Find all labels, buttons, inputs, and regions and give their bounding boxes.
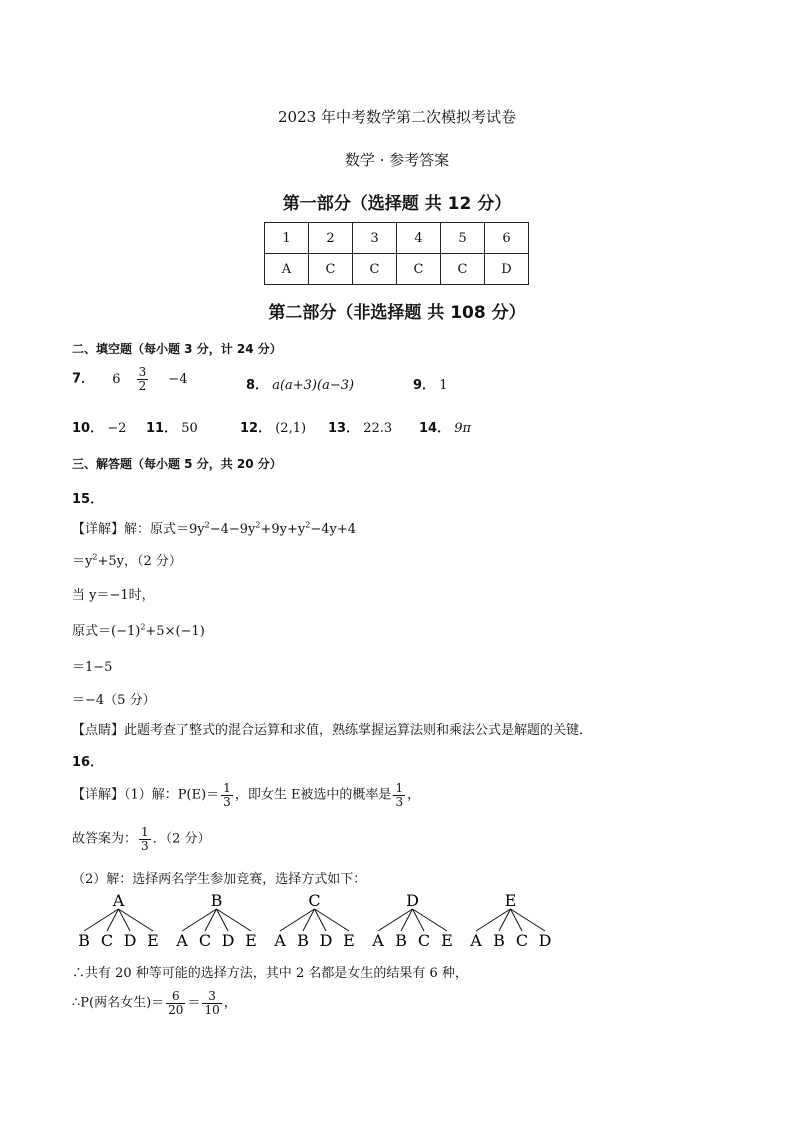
tree-leaf: A: [372, 931, 384, 950]
q8-answer: a(a+3)(a−3): [272, 378, 355, 393]
fraction-numerator: 3: [202, 990, 221, 1004]
tree-branch: [476, 909, 511, 931]
q11-number: 11．: [146, 421, 178, 436]
q16-line-4: ∴共有 20 种等可能的选择方法，其中 2 名都是女生的结果有 6 种，: [72, 966, 468, 981]
tree-leaf: D: [538, 931, 552, 950]
question-number-cell: 2: [309, 223, 353, 254]
tree-leaf: A: [274, 931, 286, 950]
tree-leaf: D: [123, 931, 137, 950]
expr-part: 解：原式＝9y: [124, 522, 205, 537]
tree-leaf: D: [319, 931, 333, 950]
tree-leaf: C: [417, 931, 431, 950]
tree-root: D: [406, 892, 419, 910]
table-row: [265, 223, 529, 254]
expr-part: ＝y: [72, 554, 93, 569]
q10-number: 10．: [72, 421, 104, 436]
q16-line-2: [72, 826, 211, 852]
tree-leaf: B: [297, 931, 309, 950]
question-number-cell: 4: [397, 223, 441, 254]
tree-leaf: A: [470, 931, 482, 950]
expr-part: 原式＝(−1): [72, 624, 141, 639]
q9-answer: 1: [439, 378, 448, 393]
tree-leaf: A: [176, 931, 188, 950]
q7-number: 7．: [72, 371, 95, 387]
q7-answer-3: −4: [168, 371, 188, 387]
answer-cell: C: [397, 254, 441, 285]
fraction-denominator: 3: [223, 794, 231, 809]
expr-part: +9y+y: [260, 522, 306, 537]
answer-cell: D: [485, 254, 529, 285]
tree-leaf: E: [343, 931, 355, 950]
expr-part: ＝: [187, 995, 201, 1011]
comment-text: 此题考查了整式的混合运算和求值，熟练掌握运算法则和乘法公式是解题的关键．: [124, 723, 593, 738]
q16-line-3: （2）解：选择两名学生参加竞赛，选择方式如下：: [72, 872, 367, 887]
tree-branch: [119, 909, 154, 931]
q12-answer: (2,1): [275, 421, 307, 436]
tree-leaf: E: [245, 931, 257, 950]
q15-line-1: 【详解】解：原式$=9y^2-4-9y^2+9y+y^2-4y+4$: [72, 520, 357, 537]
fraction-denominator: 20: [168, 1002, 184, 1017]
expr-part: +5×(−1): [145, 624, 205, 639]
table-row: [265, 254, 529, 285]
tree-branch: [280, 909, 315, 931]
fraction-denominator: 3: [395, 794, 404, 809]
tree-leaf: E: [441, 931, 453, 950]
tree-branch: [84, 909, 119, 931]
q8-line: [246, 374, 354, 393]
fraction-numerator: 1: [141, 825, 149, 839]
expr-part: −4y+4: [310, 522, 357, 537]
q7-answer-1: 6: [112, 371, 121, 387]
q10-line: [72, 417, 126, 436]
tree-branch: [315, 909, 350, 931]
expr-part: （1）解：P(E)＝: [124, 787, 220, 803]
comment-tag: 【点睛】: [72, 723, 125, 738]
expr-part: +5y，（2 分）: [97, 554, 182, 569]
expr-part: ∴P(两名女生)＝: [72, 995, 165, 1011]
part2-heading: 第二部分（非选择题 共 108 分）: [268, 303, 526, 323]
fraction-numerator: 1: [395, 781, 404, 795]
tree-branch: [182, 909, 217, 931]
tree-leaf: C: [515, 931, 529, 950]
expr-part: −4−9y: [209, 522, 256, 537]
fraction-denominator: 2: [138, 378, 147, 393]
tree-leaf: B: [395, 931, 407, 950]
fraction: [139, 826, 151, 852]
q11-answer: 50: [181, 421, 198, 436]
question-number-cell: 1: [265, 223, 309, 254]
part1-heading: 第一部分（选择题 共 12 分）: [282, 194, 512, 214]
q9-line: [413, 374, 447, 393]
fraction-numerator: 1: [223, 781, 231, 795]
solve-section-heading: 三、解答题（每小题 5 分，共 20 分）: [72, 457, 282, 471]
q15-line-5: ＝1−5: [72, 660, 113, 675]
answer-cell: A: [265, 254, 309, 285]
tree-leaf: D: [221, 931, 235, 950]
q12-number: 12．: [240, 421, 272, 436]
q15-number: 15．: [72, 492, 104, 507]
fraction-denominator: 10: [204, 1002, 220, 1017]
q14-line: [419, 417, 471, 436]
q15-line-3: 当 y＝−1时，: [72, 588, 155, 603]
fraction: [202, 990, 221, 1016]
q13-number: 13．: [328, 421, 360, 436]
tree-leaf: C: [198, 931, 212, 950]
tree-branch: [217, 909, 252, 931]
answer-subtitle: 数学 · 参考答案: [344, 151, 450, 169]
tree-leaf: C: [100, 931, 114, 950]
exam-title: 2023 年中考数学第二次模拟考试卷: [278, 108, 516, 126]
question-number-cell: 5: [441, 223, 485, 254]
q13-line: [328, 417, 392, 436]
tree-branch: [413, 909, 448, 931]
q12-line: [240, 417, 306, 436]
q10-answer: −2: [107, 421, 127, 436]
question-number-cell: 3: [353, 223, 397, 254]
expr-part: ，即女生 E被选中的概率是: [234, 787, 392, 803]
answer-row-7-9: [72, 366, 188, 392]
answer-cell: C: [309, 254, 353, 285]
question-number-cell: 6: [485, 223, 529, 254]
q15-line-2: $=y^2+5y$，（2 分）: [72, 552, 182, 569]
detail-tag: 【详解】: [72, 787, 125, 803]
expr-part: ，: [407, 787, 421, 803]
q14-answer: 9π: [454, 421, 472, 436]
answer-cell: C: [441, 254, 485, 285]
tree-leaf: B: [78, 931, 90, 950]
fraction: [166, 990, 185, 1016]
q9-number: 9．: [413, 378, 436, 393]
fraction-numerator: 6: [166, 990, 185, 1004]
q7-answer-2: [137, 366, 149, 392]
q16-line-5: [72, 990, 237, 1016]
answer-cell: C: [353, 254, 397, 285]
fraction: [221, 782, 233, 808]
expr-part: ．（2 分）: [152, 831, 211, 847]
q16-number: 16．: [72, 755, 104, 770]
q16-line-1: [72, 782, 420, 808]
tree-branch: [378, 909, 413, 931]
fraction: [393, 782, 405, 808]
fill-section-heading: 二、填空题（每小题 3 分，计 24 分）: [72, 342, 282, 356]
tree-root: B: [210, 892, 223, 910]
tree-diagram: [72, 892, 572, 954]
expr-part: ，: [223, 995, 237, 1011]
fraction-numerator: 3: [138, 365, 147, 379]
tree-root: C: [308, 892, 321, 910]
tree-root: A: [112, 892, 125, 910]
expr-part: 故答案为：: [72, 831, 138, 847]
choice-answer-table: [264, 222, 529, 285]
tree-leaf: B: [493, 931, 505, 950]
q15-line-4: 原式$=(-1)^2+5\times(-1)$: [72, 622, 205, 639]
q11-line: [146, 417, 198, 436]
tree-root: E: [504, 892, 517, 910]
tree-branch: [511, 909, 546, 931]
q15-line-6: ＝−4（5 分）: [72, 693, 156, 708]
detail-tag: 【详解】: [72, 522, 125, 537]
fraction-denominator: 3: [141, 838, 149, 853]
q8-number: 8．: [246, 378, 269, 393]
q15-comment: [72, 719, 592, 738]
tree-leaf: E: [147, 931, 159, 950]
q13-answer: 22.3: [363, 421, 393, 436]
q14-number: 14．: [419, 421, 451, 436]
